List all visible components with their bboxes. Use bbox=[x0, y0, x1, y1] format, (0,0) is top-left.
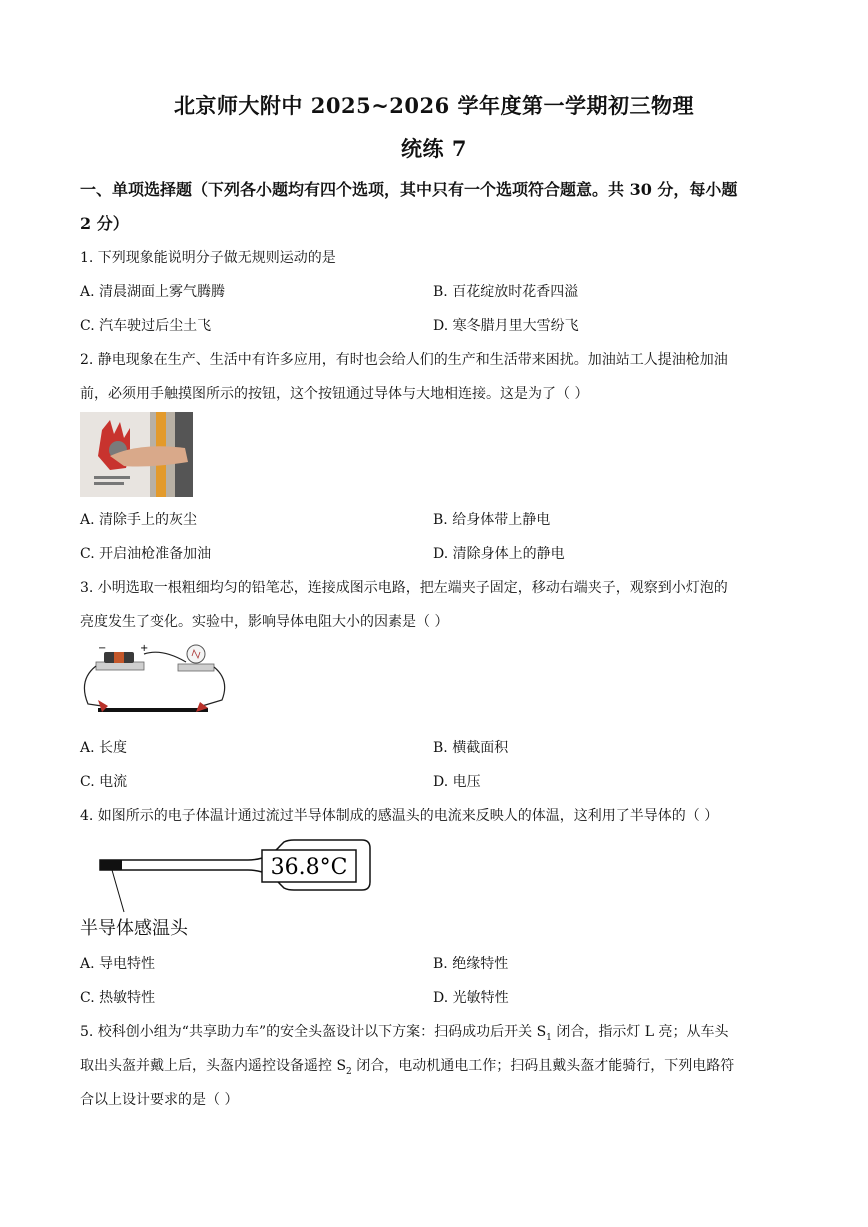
battery-minus-label: − bbox=[98, 643, 107, 654]
q5-stem-line2 bbox=[80, 1055, 792, 1077]
q4-stem: 4. 如图所示的电子体温计通过流过半导体制成的感温头的电流来反映人的体温，这利用了半导体的（ ） bbox=[80, 808, 719, 824]
q5-s2-subscript: 2 bbox=[346, 1066, 352, 1077]
q1-option-c: C. 汽车驶过后尘土飞 bbox=[80, 318, 212, 334]
q3-option-a: A. 长度 bbox=[80, 740, 128, 756]
q3-option-d: D. 电压 bbox=[433, 774, 481, 790]
q1-option-b: B. 百花绽放时花香四溢 bbox=[433, 284, 579, 300]
q2-stem-line1: 2. 静电现象在生产、生活中有许多应用，有时也会给人们的生产和生活带来困扰。加油站工人提油枪加油 bbox=[80, 352, 728, 368]
q4-option-a: A. 导电特性 bbox=[80, 956, 156, 972]
exam-title: 北京师大附中 2025~2026 学年度第一学期初三物理 bbox=[173, 93, 695, 118]
exam-subtitle: 统练 7 bbox=[401, 136, 467, 161]
section-heading bbox=[80, 173, 792, 241]
q3-stem-line1: 3. 小明选取一根粗细均匀的铅笔芯，连接成图示电路，把左端夹子固定，移动右端夹子，观察到小灯泡的 bbox=[80, 580, 728, 596]
thermometer-caption: 半导体感温头 bbox=[80, 918, 188, 939]
q5-line2-text-b: 闭合，电动机通电工作；扫码且戴头盔才能骑行，下列电路符 bbox=[351, 1058, 735, 1074]
q3-stem-line2: 亮度发生了变化。实验中，影响导体电阻大小的因素是（ ） bbox=[80, 614, 449, 630]
q3-option-c: C. 电流 bbox=[80, 774, 128, 790]
q5-line1-text-a: 5. 校科创小组为“共享助力车”的安全头盔设计以下方案：扫码成功后开关 S bbox=[80, 1024, 547, 1040]
pencil-lead-circuit-diagram bbox=[78, 640, 230, 722]
q2-option-b: B. 给身体带上静电 bbox=[433, 512, 551, 528]
thermometer-reading: 36.8°C bbox=[270, 855, 348, 880]
q4-option-d: D. 光敏特性 bbox=[433, 990, 509, 1006]
q4-option-b: B. 绝缘特性 bbox=[433, 956, 509, 972]
section-heading-line2: 2 分） bbox=[80, 214, 129, 233]
q5-stem-line1 bbox=[80, 1021, 792, 1043]
q5-s1-subscript: 1 bbox=[546, 1032, 552, 1043]
q1-option-d: D. 寒冬腊月里大雪纷飞 bbox=[433, 318, 579, 334]
q2-option-a: A. 清除手上的灰尘 bbox=[80, 512, 198, 528]
q3-option-b: B. 横截面积 bbox=[433, 740, 509, 756]
q1-stem: 1. 下列现象能说明分子做无规则运动的是 bbox=[80, 250, 336, 266]
q2-option-d: D. 清除身体上的静电 bbox=[433, 546, 565, 562]
q4-option-c: C. 热敏特性 bbox=[80, 990, 156, 1006]
q1-option-a: A. 清晨湖面上雾气腾腾 bbox=[80, 284, 226, 300]
q2-stem-line2: 前，必须用手触摸图所示的按钮，这个按钮通过导体与大地相连接。这是为了（ ） bbox=[80, 386, 589, 402]
battery-plus-label: + bbox=[140, 643, 149, 654]
q5-stem-line3: 合以上设计要求的是（ ） bbox=[80, 1092, 239, 1108]
electronic-thermometer-diagram bbox=[98, 838, 372, 914]
section-heading-line1: 一、单项选择题（下列各小题均有四个选项，其中只有一个选项符合题意。共 30 分，每小题 bbox=[80, 180, 738, 199]
q5-line1-text-b: 闭合，指示灯 L 亮；从车头 bbox=[551, 1024, 729, 1040]
q5-line2-text-a: 取出头盔并戴上后，头盔内遥控设备遥控 S bbox=[80, 1058, 347, 1074]
static-discharge-button-photo bbox=[80, 412, 193, 497]
q2-option-c: C. 开启油枪准备加油 bbox=[80, 546, 212, 562]
